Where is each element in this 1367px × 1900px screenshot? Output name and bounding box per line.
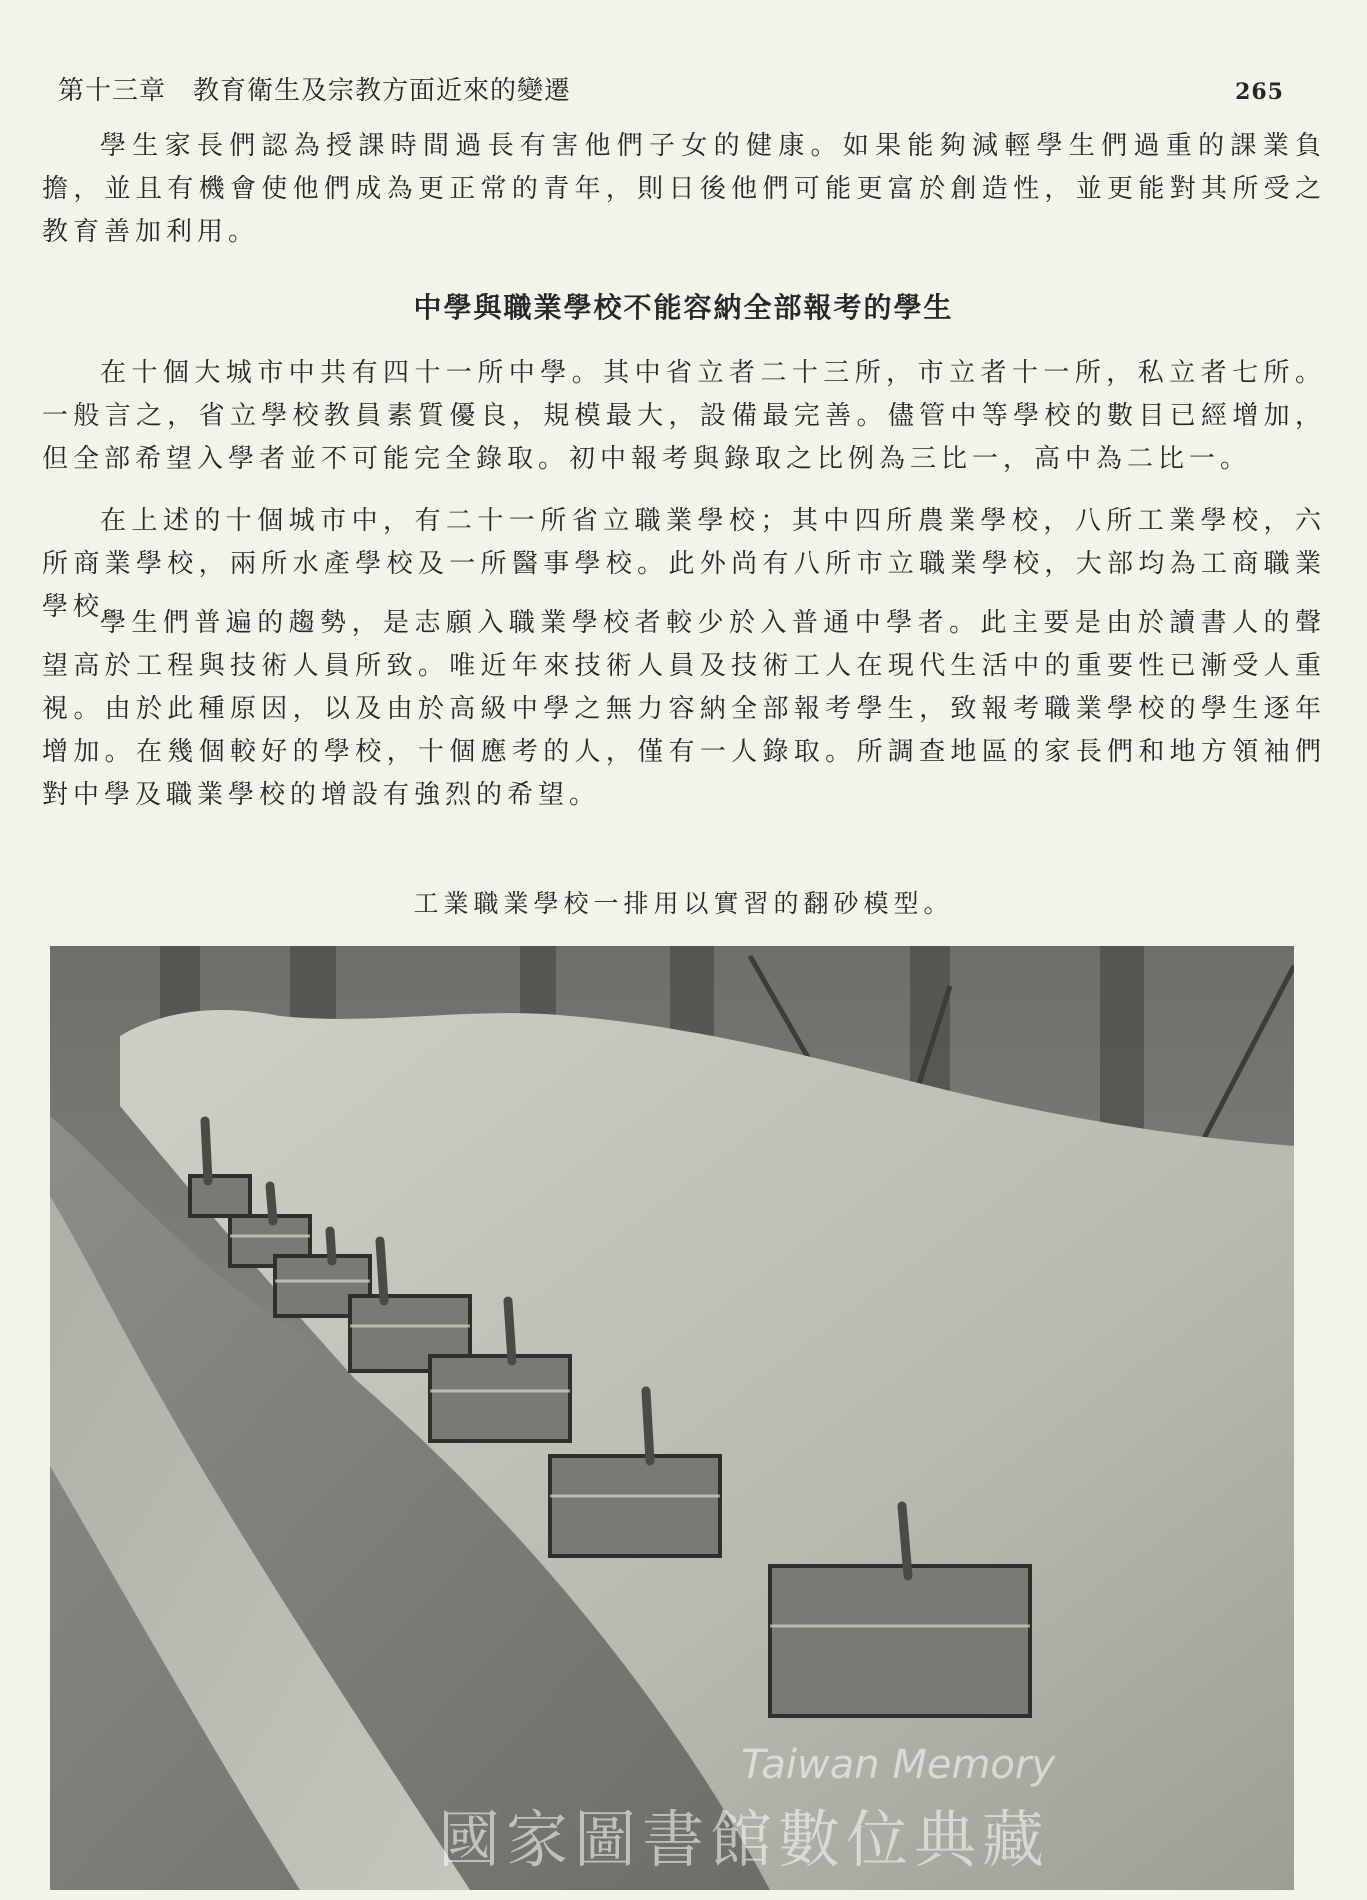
paragraph-1: 學生家長們認為授課時間過長有害他們子女的健康。如果能夠減輕學生們過重的課業負擔，並且有機會使他們成為更正常的青年，則日後他們可能更富於創造性，並更能對其所受之教育善加利用。	[42, 131, 1326, 247]
photo-drawing	[50, 946, 1294, 1890]
paragraph-3: 在上述的十個城市中，有二十一所省立職業學校；其中四所農業學校，八所工業學校，六所商業學校，兩所水產學校及一所醫事學校。此外尚有八所市立職業學校，大部均為工商職業學校。	[42, 506, 1326, 622]
chapter-title: 第十三章 教育衛生及宗教方面近來的變遷	[58, 76, 572, 106]
foundry-molds-photo	[50, 946, 1294, 1890]
page-header	[58, 70, 1284, 110]
figure-caption: 工業職業學校一排用以實習的翻砂模型。	[413, 889, 954, 918]
paragraph-4: 學生們普遍的趨勢，是志願入職業學校者較少於入普通中學者。此主要是由於讀書人的聲望高於工程與技術人員所致。唯近年來技術人員及技術工人在現代生活中的重要性已漸受人重視。由於此種原因，以及由於高級中學之無力容納全部報考學生，致報考職業學校的學生逐年增加。在幾個較好的學校，十個應考的人，僅有一人錄取。所調查地區的家長們和地方領袖們對中學及職業學校的增設有強烈的希望。	[42, 608, 1326, 810]
watermark-english: Taiwan Memory	[741, 1742, 1055, 1788]
page-number: 265	[1235, 79, 1284, 105]
section-heading: 中學與職業學校不能容納全部報考的學生	[413, 291, 954, 324]
watermark-chinese: 國家圖書館數位典藏	[437, 1803, 1050, 1876]
paragraph-2: 在十個大城市中共有四十一所中學。其中省立者二十三所，市立者十一所，私立者七所。一般言之，省立學校教員素質優良，規模最大，設備最完善。儘管中等學校的數目已經增加，但全部希望入學者並不可能完全錄取。初中報考與錄取之比例為三比一，高中為二比一。	[42, 358, 1326, 474]
